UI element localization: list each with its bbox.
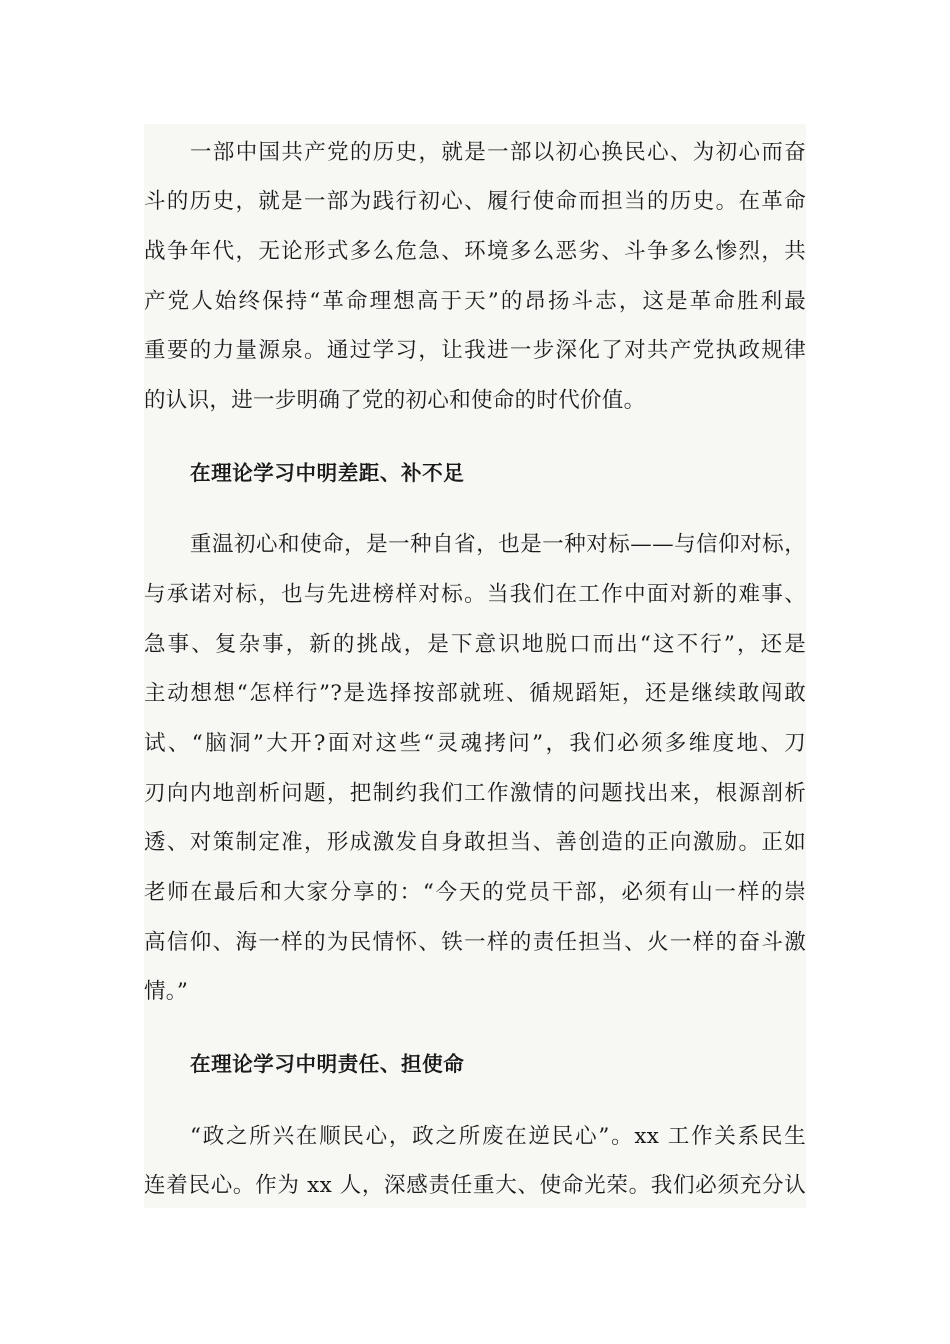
paragraph-line: “政之所兴在顺民心，政之所废在逆民心”。xx 工作关系民生	[190, 1124, 806, 1149]
paragraph-line: 斗的历史，就是一部为践行初心、履行使命而担当的历史。在革命	[144, 189, 806, 214]
paragraph-line: 一部中国共产党的历史，就是一部以初心换民心、为初心而奋	[190, 140, 806, 165]
section-heading: 在理论学习中明差距、补不足	[190, 461, 465, 485]
paragraph-line: 重温初心和使命，是一种自省，也是一种对标——与信仰对标，	[190, 532, 806, 557]
paragraph-line: 高信仰、海一样的为民情怀、铁一样的责任担当、火一样的奋斗激	[144, 930, 806, 955]
paragraph-line: 急事、复杂事，新的挑战，是下意识地脱口而出“这不行”，还是	[144, 632, 806, 657]
section-heading: 在理论学习中明责任、担使命	[190, 1052, 465, 1076]
paragraph-line: 重要的力量源泉。通过学习，让我进一步深化了对共产党执政规律	[144, 338, 806, 363]
paragraph-line: 与承诺对标，也与先进榜样对标。当我们在工作中面对新的难事、	[144, 582, 806, 607]
paragraph-line: 试、“脑洞”大开?面对这些“灵魂拷问”，我们必须多维度地、刀	[144, 731, 806, 756]
paragraph-line: 的认识，进一步明确了党的初心和使命的时代价值。	[144, 388, 646, 413]
paragraph-line: 老师在最后和大家分享的：“今天的党员干部，必须有山一样的崇	[144, 880, 806, 905]
paragraph-line: 战争年代，无论形式多么危急、环境多么恶劣、斗争多么惨烈，共	[144, 239, 806, 264]
paragraph-line: 产党人始终保持“革命理想高于天”的昂扬斗志，这是革命胜利最	[144, 289, 806, 314]
paragraph-line: 透、对策制定准，形成激发自身敢担当、善创造的正向激励。正如	[144, 830, 806, 855]
paragraph-line: 连着民心。作为 xx 人，深感责任重大、使命光荣。我们必须充分认	[144, 1173, 806, 1198]
paragraph-line: 刃向内地剖析问题，把制约我们工作激情的问题找出来，根源剖析	[144, 781, 806, 806]
paragraph-line: 主动想想“怎样行”?是选择按部就班、循规蹈矩，还是继续敢闯敢	[144, 681, 806, 706]
paragraph-line: 情。”	[144, 979, 189, 1004]
